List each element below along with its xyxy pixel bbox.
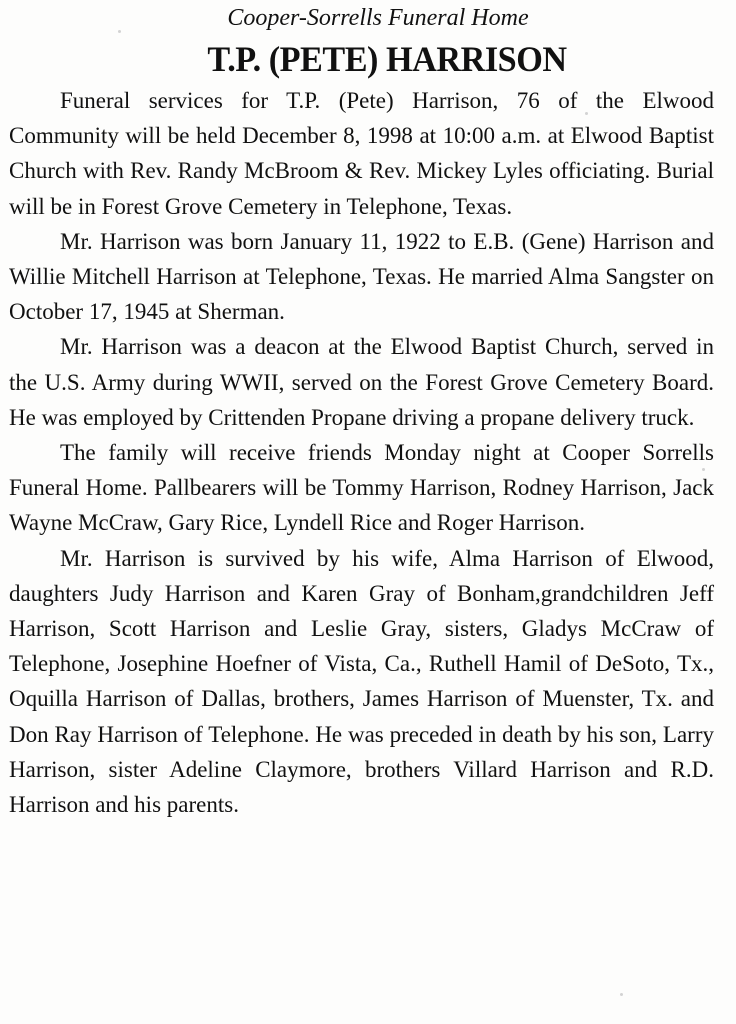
survivors-paragraph: Mr. Harrison is survived by his wife, Alma Harrison of Elwood, daughters Judy Harrison and Karen Gray of Bonham,grandchildren Jeff Harrison, Scott Harrison and Leslie Gray, sisters, Gladys McCraw of Telephone, Josephine Hoefner of Vista, Ca., Ruthell Hamil of DeSoto, Tx., Oquilla Harrison of Dallas, brothers, James Harrison of Muenster, Tx. and Don Ray Harrison of Telephone. He was preceded in death by his son, Larry Harrison, sister Adeline Claymore, brothers Villard Harrison and R.D. Harrison and his parents.: [9, 545, 714, 818]
birth-marriage-paragraph: Mr. Harrison was born January 11, 1922 to E.B. (Gene) Harrison and Willie Mitchell Harrison at Telephone, Texas. He married Alma Sangster on October 17, 1945 at Sherman.: [9, 228, 714, 325]
services-paragraph: Funeral services for T.P. (Pete) Harrison, 76 of the Elwood Community will be held December 8, 1998 at 10:00 a.m. at Elwood Baptist Church with Rev. Randy McBroom & Rev. Mickey Lyles officiating. Burial will be in Forest Grove Cemetery in Telephone, Texas.: [9, 88, 714, 219]
obituary-body: [9, 83, 714, 822]
print-speck: [620, 993, 623, 996]
deceased-name-headline: T.P. (PETE) HARRISON: [207, 39, 567, 79]
visitation-pallbearers-paragraph: The family will receive friends Monday night at Cooper Sorrells Funeral Home. Pallbearers will be Tommy Harrison, Rodney Harrison, Jack Wayne McCraw, Gary Rice, Lyndell Rice and Roger Harrison.: [9, 440, 714, 536]
life-career-paragraph: Mr. Harrison was a deacon at the Elwood Baptist Church, served in the U.S. Army during WWII, served on the Forest Grove Cemetery Board. He was employed by Crittenden Propane driving a propane delivery truck.: [9, 334, 714, 430]
funeral-home-heading: Cooper-Sorrells Funeral Home: [227, 5, 529, 31]
